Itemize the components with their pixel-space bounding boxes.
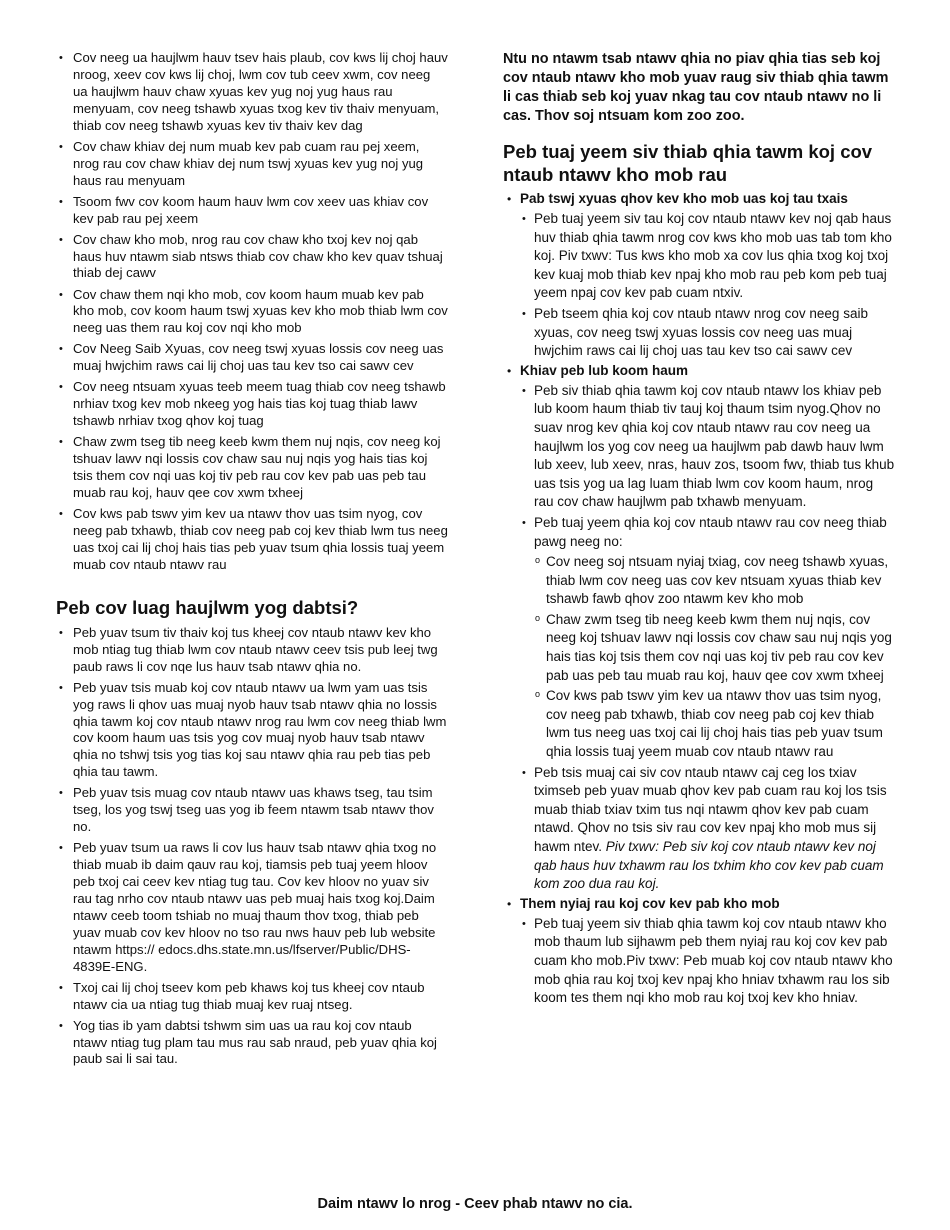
page-footer: Daim ntawv lo nrog - Ceev phab ntawv no cia. [317,1196,633,1212]
left-column [56,50,448,1073]
intro-paragraph: Ntu no ntawm tsab ntawv qhia no piav qhia tias seb koj cov ntaub ntawv kho mob yuav raug siv thiab qhia tawm li cas thiab seb koj yuav nkag tau cov ntaub ntawv no li cas. Thov soj ntsuam kom zoo zoo. [503,51,889,124]
section-item [503,190,896,361]
list-item: o Cov neeg soj ntsuam nyiaj txiag, cov neeg tshawb xyuas, thiab lwm cov neeg uas cov kev ntsuam xyuas thiab kev tshawb fawb qhov zoo ntawm kev kho mob [534,553,896,609]
section-sublist [520,210,896,361]
list-item: • Cov kws pab tswv yim kev ua ntawv thov uas tsim nyog, cov neeg pab txhawb, thiab cov neeg pab coj kev thiab lwm tus neeg uas txoj cai lij choj hais tias peb yuav tsum qhia lossis tuaj yeem muab cov ntaub ntawv rau [56,506,448,574]
list-item [520,514,896,762]
disclosure-recipients-list [56,50,448,574]
list-item: • Cov chaw khiav dej num muab kev pab cuam rau pej xeem, nrog rau cov chaw khiav dej num tswj xyuas kev yug noj yug haus rau menyuam [56,139,448,190]
list-item: o Chaw zwm tseg tib neeg keeb kwm them nuj nqis, cov neeg koj tshuav lawv nqi lossis cov chaw sau nuj nqis yog hais tias koj tsis them cov nqi uas koj tiv peb rau cov kev pab uas peb tau muab rau koj, hauv qee cov xwm txheej [534,611,896,685]
section-label: Pab tswj xyuas qhov kev kho mob uas koj tau txais [520,191,848,206]
list-item: • Cov chaw them nqi kho mob, cov koom haum muab kev pab kho mob, cov koom haum tswj xyuas kev kho mob thiab lwm cov neeg uas them rau koj cov nqi kho mob [56,287,448,338]
list-item: o Cov kws pab tswv yim kev ua ntawv thov uas tsim nyog, cov neeg pab txhawb, thiab cov neeg pab coj kev thiab lwm tus neeg uas txoj cai lij choj hais tias peb yuav tsum qhia lossis tuaj yeem muab cov ntaub ntawv rau [534,687,896,761]
list-item: • Peb tuaj yeem siv tau koj cov ntaub ntawv kev noj qab haus huv thiab qhia tawm nrog cov kws kho mob uas tab tom kho koj. Piv txwv: Tus kws kho mob xa cov lus qhia txog koj txoj kev kuaj mob thiab kev npaj kho mob rau peb kom peb tuaj yeem npaj cov kev pab cuam ntxiv. [520,210,896,303]
list-item: • Peb tseem qhia koj cov ntaub ntawv nrog cov neeg saib xyuas, cov neeg tswj xyuas lossis cov neeg uas muaj hwjchim raws cai lij choj uas tau kev tso cai sawv cev [520,305,896,361]
section-sublist [520,915,896,1008]
responsibilities-heading: Peb cov luag haujlwm yog dabtsi? [56,596,359,618]
section-label: Them nyiaj rau koj cov kev pab kho mob [520,895,780,911]
list-item: • Peb yuav tsum ua raws li cov lus hauv tsab ntawv qhia txog no thiab muab ib daim qauv rau koj, tiamsis peb tuaj yeem hloov peb txoj cai ceev kev ntiag tug tau. Cov kev hloov no yuav siv rau tag nrho cov ntaub ntawv uas peb muaj hais txog koj.Daim ntawv ceeb toom tshiab no muaj thaum thov txog, thiab peb yuav muab cov kev hloov no tso rau nws hauv peb lub website ntawm https:// edocs.dhs.state.mn.us/lfserver/Public/DHS-4839E-ENG. [56,840,448,975]
list-item: • Cov neeg ntsuam xyuas teeb meem tuag thiab cov neeg tshawb nrhiav txog kev mob nkeeg yog hais tias koj tuag thiab lawv tshawb nrhiav txog qhov koj tuag [56,379,448,430]
list-item: • Cov Neeg Saib Xyuas, cov neeg tswj xyuas lossis cov neeg uas muaj hwjchim raws cai lij choj uas tau kev tso cai sawv cev [56,341,448,375]
list-item: • Peb yuav tsis muab koj cov ntaub ntawv ua lwm yam uas tsis yog raws li qhov uas muaj nyob hauv tsab ntawv qhia no lossis qhia tawm koj cov ntaub ntawv nrog rau lwm cov neeg thiab lwm cov koom haum uas tsis yog cov muaj nyob hauv tsab ntawv qhia no tshwj tsis yog tias koj sau ntawv qhia rau peb tias peb qhia tau tawm. [56,680,448,781]
list-item: • Yog tias ib yam dabtsi tshwm sim uas ua rau koj cov ntaub ntawv ntiag tug plam tau mus rau sab nraud, peb yuav qhia koj paub sai li sai tau. [56,1018,448,1069]
list-item: • Peb tuaj yeem siv thiab qhia tawm koj cov ntaub ntawv kho mob thaum lub sijhawm peb them nyiaj rau koj cov kev pab cuam kho mob.Piv txwv: Peb muab koj cov ntaub ntawv kho mob qhia rau koj txoj kev npaj kho hniav txhawm rau los sib koom tes them nqi kho mob rau koj txoj kev kho hniav. [520,915,896,1008]
list-item: • Txoj cai lij choj tseev kom peb khaws koj tus kheej cov ntaub ntawv cia ua ntiag tug thiab muaj kev ruaj ntseg. [56,980,448,1014]
section-item [503,362,896,894]
section-sublist [520,382,896,894]
list-item: • Tsoom fwv cov koom haum hauv lwm cov xeev uas khiav cov kev pab rau pej xeem [56,194,448,228]
list-item: • Peb yuav tsum tiv thaiv koj tus kheej cov ntaub ntawv kev kho mob ntiag tug thiab lwm cov ntaub ntawv ceev tsis pub leej twg paub raws li cov nqe lus hauv tsab ntawv qhia no. [56,625,448,676]
nested-sublist [534,553,896,762]
section-item [503,895,896,1008]
list-item: • Cov chaw kho mob, nrog rau cov chaw kho txoj kev noj qab haus huv ntawm siab ntsws thiab cov chaw kho kev quav tshuaj thiab dej cawv [56,232,448,283]
section-label: Khiav peb lub koom haum [520,362,689,378]
list-item: • Chaw zwm tseg tib neeg keeb kwm them nuj nqis, cov neeg koj tshuav lawv nqi lossis cov chaw sau nuj nqis yog hais tias koj tsis them cov nqi uas koj tiv peb rau cov kev pab uas peb tau muab rau koj, hauv qee cov xwm txheej [56,434,448,502]
list-item: • Cov neeg ua haujlwm hauv tsev hais plaub, cov kws lij choj hauv nroog, xeev cov kws lij choj, lwm cov tub ceev xwm, cov neeg ua haujlwm hauv chaw xyuas kev yug noj yug haus rau menyuam, cov neeg tshawb xyuas txog kev tiv thaiv menyuam, thiab cov neeg tshawb xyuas kev tiv thaiv kev dag [56,50,448,135]
right-column [503,50,896,1008]
list-item: • Peb yuav tsis muag cov ntaub ntawv uas khaws tseg, tau tsim tseg, los yog tswj tseg uas yog ib feem ntawm tsab ntawv thov no. [56,785,448,836]
uses-heading: Peb tuaj yeem siv thiab qhia tawm koj cov ntaub ntawv kho mob rau [503,141,873,185]
list-item: • Peb siv thiab qhia tawm koj cov ntaub ntawv los khiav peb lub koom haum thiab tiv tauj koj thaum tsim nyog.Qhov no suav nrog kev qhia koj cov ntaub ntawv rau cov neeg ua haujlwm los yog cov neeg ua haujlwm pab dawb hauv lwm lub xeev, lub xeev, nras, hauv zos, tsoom fwv, thiab tus khub uas tsis yog ua lag luam thiab lwm cov koom haum, nrog rau cov chaw haujlwm pab txhawb menyuam. [520,382,896,512]
list-item-text: Peb tuaj yeem qhia koj cov ntaub ntawv rau cov neeg thiab pawg neeg no: [534,514,887,549]
list-item-text: Peb tsis muaj cai siv cov ntaub ntawv caj ceg los txiav tximseb peb yuav muab qhov kev pab cuam rau koj los tsis muab thiab txiav txim tus nqi ntawm qhov kev pab cuam ntawd. Qhov no tsis siv rau cov kev npaj kho mob mus sij hawm ntev. [534,764,887,854]
list-item [520,764,896,894]
responsibilities-list [56,625,448,1069]
example-text: Piv txwv: Peb siv koj cov ntaub ntawv kev noj qab haus huv txhawm rau los txhim kho cov kev pab cuam kom zoo dua rau koj. [534,839,884,892]
uses-list [503,190,896,1008]
